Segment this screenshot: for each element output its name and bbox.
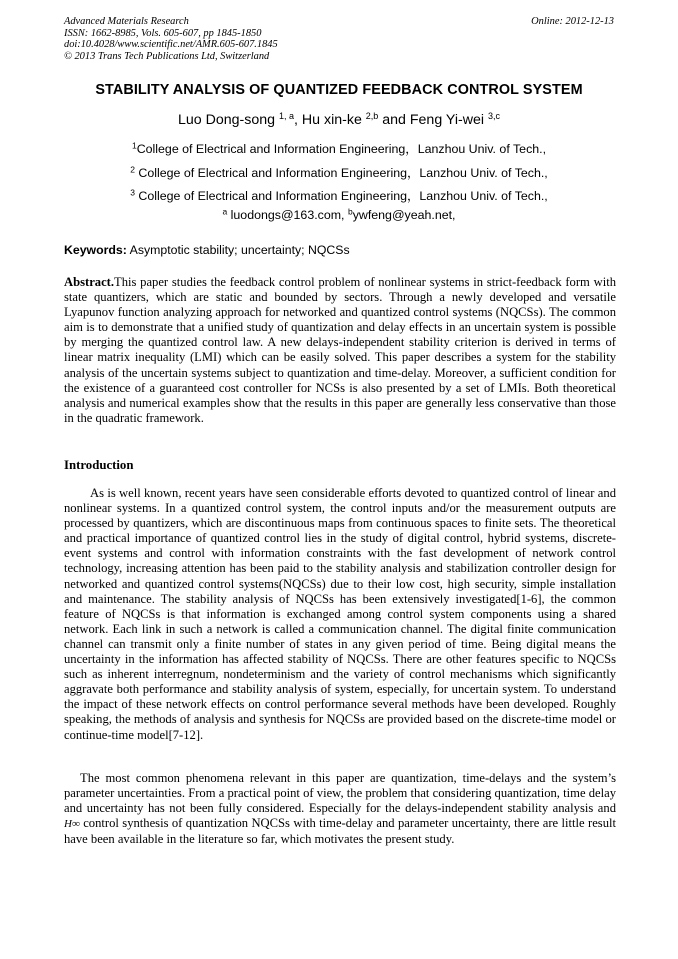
affiliation-superscript: 3 [130,187,135,198]
affiliation-superscript: 2 [130,164,135,175]
abstract [64,275,616,426]
doi-line: doi:10.4028/www.scientific.net/AMR.605-607.1845 [64,39,278,51]
journal-header [64,16,278,62]
keywords-label: Keywords: [64,243,127,257]
affiliation [0,139,678,157]
author-superscript: 3,c [487,111,500,122]
copyright-line: © 2013 Trans Tech Publications Ltd, Switzerland [64,50,270,62]
author-name: Hu xin-ke [301,112,362,128]
paper-title: STABILITY ANALYSIS OF QUANTIZED FEEDBACK CONTROL SYSTEM [95,82,583,98]
online-date: Online: 2012-12-13 [531,16,614,27]
author-superscript: 2,b [365,111,379,122]
affiliation-text: College of Electrical and Information Engineering，Lanzhou Univ. of Tech., [134,166,548,180]
abstract-label: Abstract. [64,275,115,289]
keywords-text: Asymptotic stability; uncertainty; NQCSs [126,243,350,257]
author-separator: , [294,112,302,128]
author-separator: and [378,112,410,128]
paragraph-text: control synthesis of quantization NQCSs with time-delay and parameter uncertainty, there are little result have been available in the literature so far, which motivates the present study. [64,816,616,847]
affiliation-superscript: 1 [131,140,137,151]
email-line [0,208,678,222]
paragraph-text: The most common phenomena relevant in this paper are quantization, time-delays and the system’s parameter uncertainties. From a practical point of view, the problem that considering quantization, time delay and uncertainty has not been fully considered. Especially for the delays-independent stability analysis and [64,771,616,816]
affiliation [0,186,678,204]
author-name: Luo Dong-song [178,112,276,128]
email-superscript: a [222,206,228,217]
author-line [0,112,678,128]
introduction-paragraph-2 [64,771,616,847]
introduction-paragraph-1: As is well known, recent years have seen considerable efforts devoted to quantized control of linear and nonlinear systems. In a quantized control system, the control inputs and/or the measurement outputs are processed by quantizers, which are discontinuous maps from continuous spaces to finite sets. The theoretical and practical importance of quantized control lies in the study of digital control, hybrid systems, discrete-event systems and control with information constraints with the fast development of network control technology, increasing attention has been paid to the stability analysis and stabilization controller design for networked and quantized control systems(NQCSs) due to their low cost, high security, simple installation and maintenance. The stability analysis of NQCSs has been extensively investigated[1-6], the common feature of NQCSs is that information is exchanged among control system components using a shared network. Each link in such a network is called a communication channel. The digital finite communication channel can transmit only a finite number of states in any given period of time. Being digital means the uncertainty in the information has affected stability of NQCSs. There are other features specific to NQCSs such as inherent interregnum, nondeterminism and the variety of control mechanisms which significantly aggravate both performance and stability analysis of system, especially, for uncertain system. To understand the impact of these network effects on control performance several methods have been developed. Roughly speaking, the methods of analysis and synthesis for NQCSs are provided based on the discrete-time model or continue-time model[7-12]. [64,486,616,742]
email-superscript: b [347,206,353,217]
affiliation-text: College of Electrical and Information Engineering，Lanzhou Univ. of Tech., [136,142,547,156]
journal-name: Advanced Materials Research [64,16,189,27]
issn-line: ISSN: 1662-8985, Vols. 605-607, pp 1845-1850 [64,27,262,39]
affiliation-text: College of Electrical and Information Engineering，Lanzhou Univ. of Tech., [134,189,548,203]
email-text: ywfeng@yeah.net, [352,208,456,222]
affiliation [0,163,678,181]
abstract-text: This paper studies the feedback control problem of nonlinear systems in strict-feedback form with state quantizers, which are static and bounded by sectors. Through a newly developed and versatile Lyapunov function analyzing approach for networked and quantized control systems (NQCSs). The common aim is to demonstrate that a unified study of quantization and delay effects in an uncertain system is possible by merging the quantized control law. A new delays-independent stability criterion is derived in terms of linear matrix inequality (LMI) which can be easily solved. This paper describes a system for the stability analysis of the uncertain systems subject to quantization and time-delay. Moreover, a sufficient condition for the existence of a guaranteed cost controller for NCSs is also presented by a set of LMIs. Both theoretical analysis and numerical examples show that the results in this paper are generally less conservative than those in the quadratic framework. [64,275,616,425]
h-infinity-symbol: H∞ [64,818,80,831]
author-name: Feng Yi-wei [409,112,484,128]
email-text: luodongs@163.com, [227,208,348,222]
author-superscript: 1, a [279,111,295,122]
keywords [64,243,616,257]
introduction-heading: Introduction [64,458,134,472]
